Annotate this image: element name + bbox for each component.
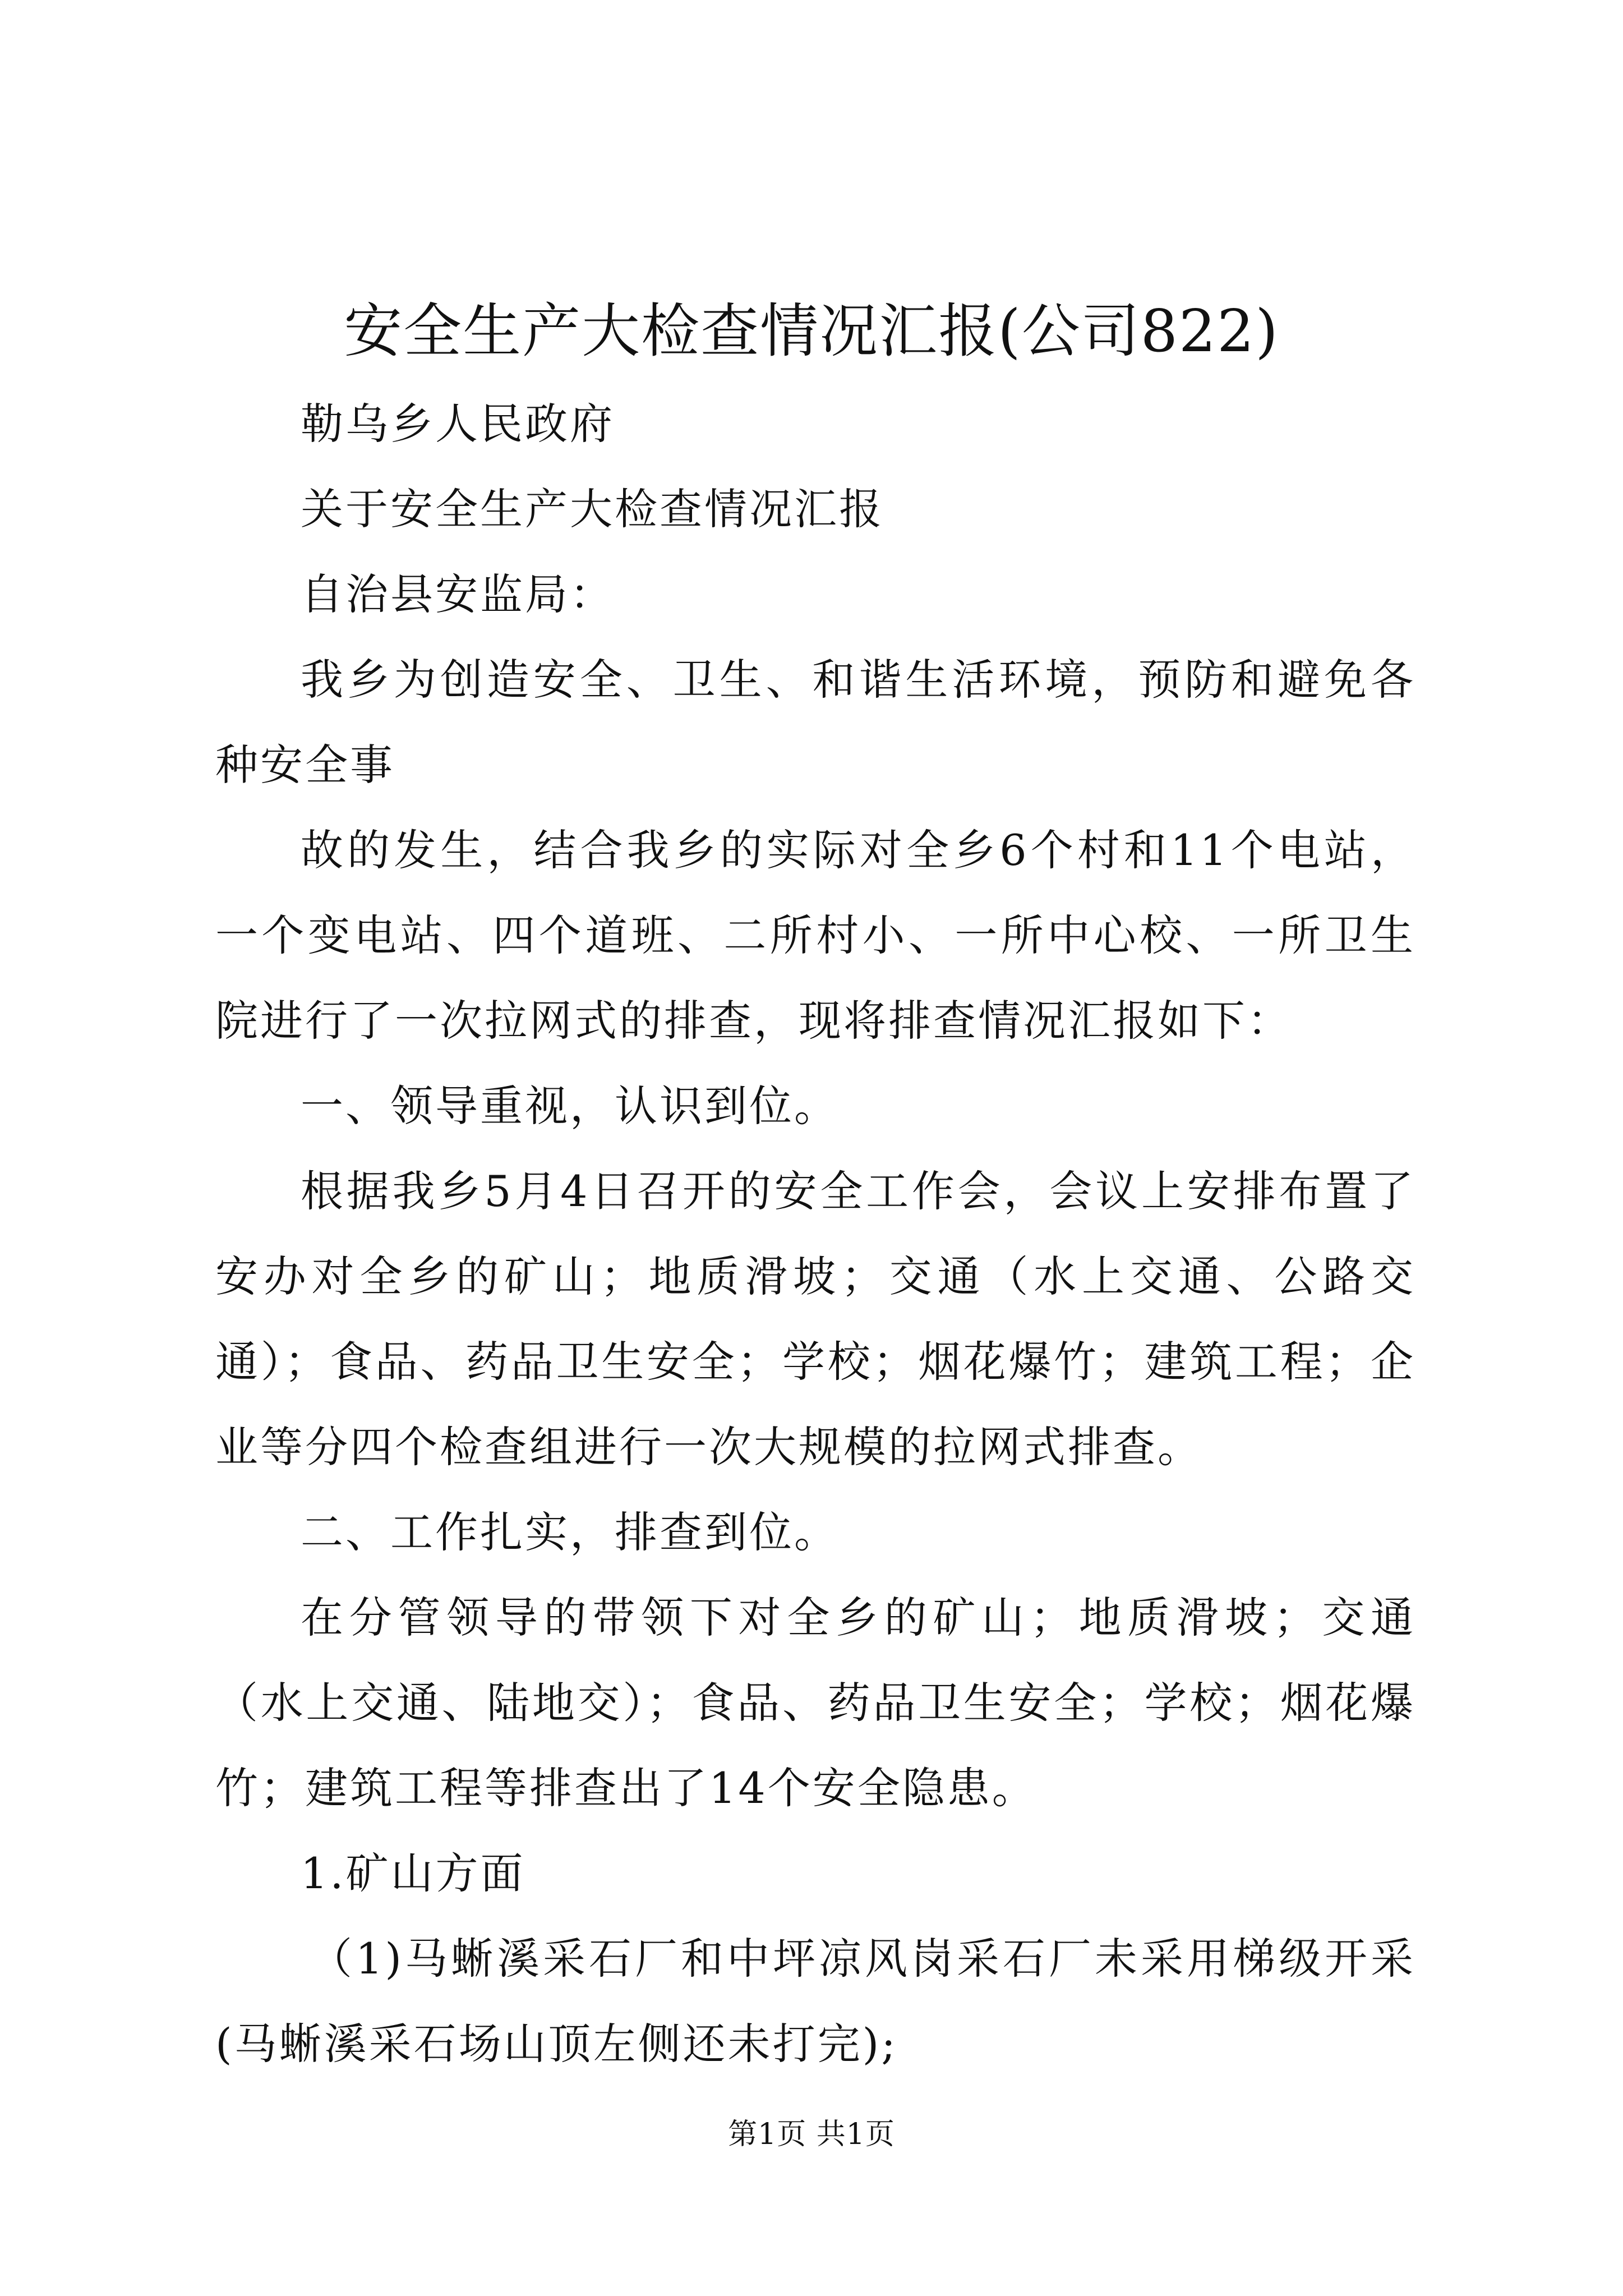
- heading-section-2: 二、工作扎实，排查到位。: [301, 1507, 839, 1557]
- paragraph-intro: 我乡为创造安全、卫生、和谐生活环境，预防和避免各种安全事: [215, 655, 1415, 790]
- document-title: 安全生产大检查情况汇报(公司822): [344, 297, 1279, 365]
- paragraph-section-2: 在分管领导的带领下对全乡的矿山；地质滑坡；交通（水上交通、陆地交）；食品、药品卫生安全；学校；烟花爆竹；建筑工程等排查出了14个安全隐患。: [215, 1593, 1415, 1813]
- heading-section-1: 一、领导重视，认识到位。: [301, 1081, 839, 1131]
- document-body: [215, 381, 1415, 2087]
- paragraph-recipient: 自治县安监局：: [301, 569, 615, 619]
- paragraph-subject: 关于安全生产大检查情况汇报: [301, 484, 884, 534]
- paragraph-scope: 故的发生，结合我乡的实际对全乡6个村和11个电站，一个变电站、四个道班、二所村小、一所中心校、一所卫生院进行了一次拉网式的排查，现将排查情况汇报如下：: [215, 825, 1415, 1046]
- paragraph-section-1: 根据我乡5月4日召开的安全工作会，会议上安排布置了安办对全乡的矿山；地质滑坡；交通（水上交通、公路交通）；食品、药品卫生安全；学校；烟花爆竹；建筑工程；企业等分四个检查组进行一次大规模的拉网式排查。: [215, 1166, 1415, 1472]
- heading-subsection-1: 1.矿山方面: [301, 1848, 525, 1898]
- page-footer: 第1页 共1页: [728, 2118, 895, 2151]
- paragraph-item-1: （1)马蜥溪采石厂和中坪凉风岗采石厂未采用梯级开采(马蜥溪采石场山顶左侧还未打完);: [215, 1934, 1415, 2069]
- paragraph-sender: 勒乌乡人民政府: [301, 399, 615, 449]
